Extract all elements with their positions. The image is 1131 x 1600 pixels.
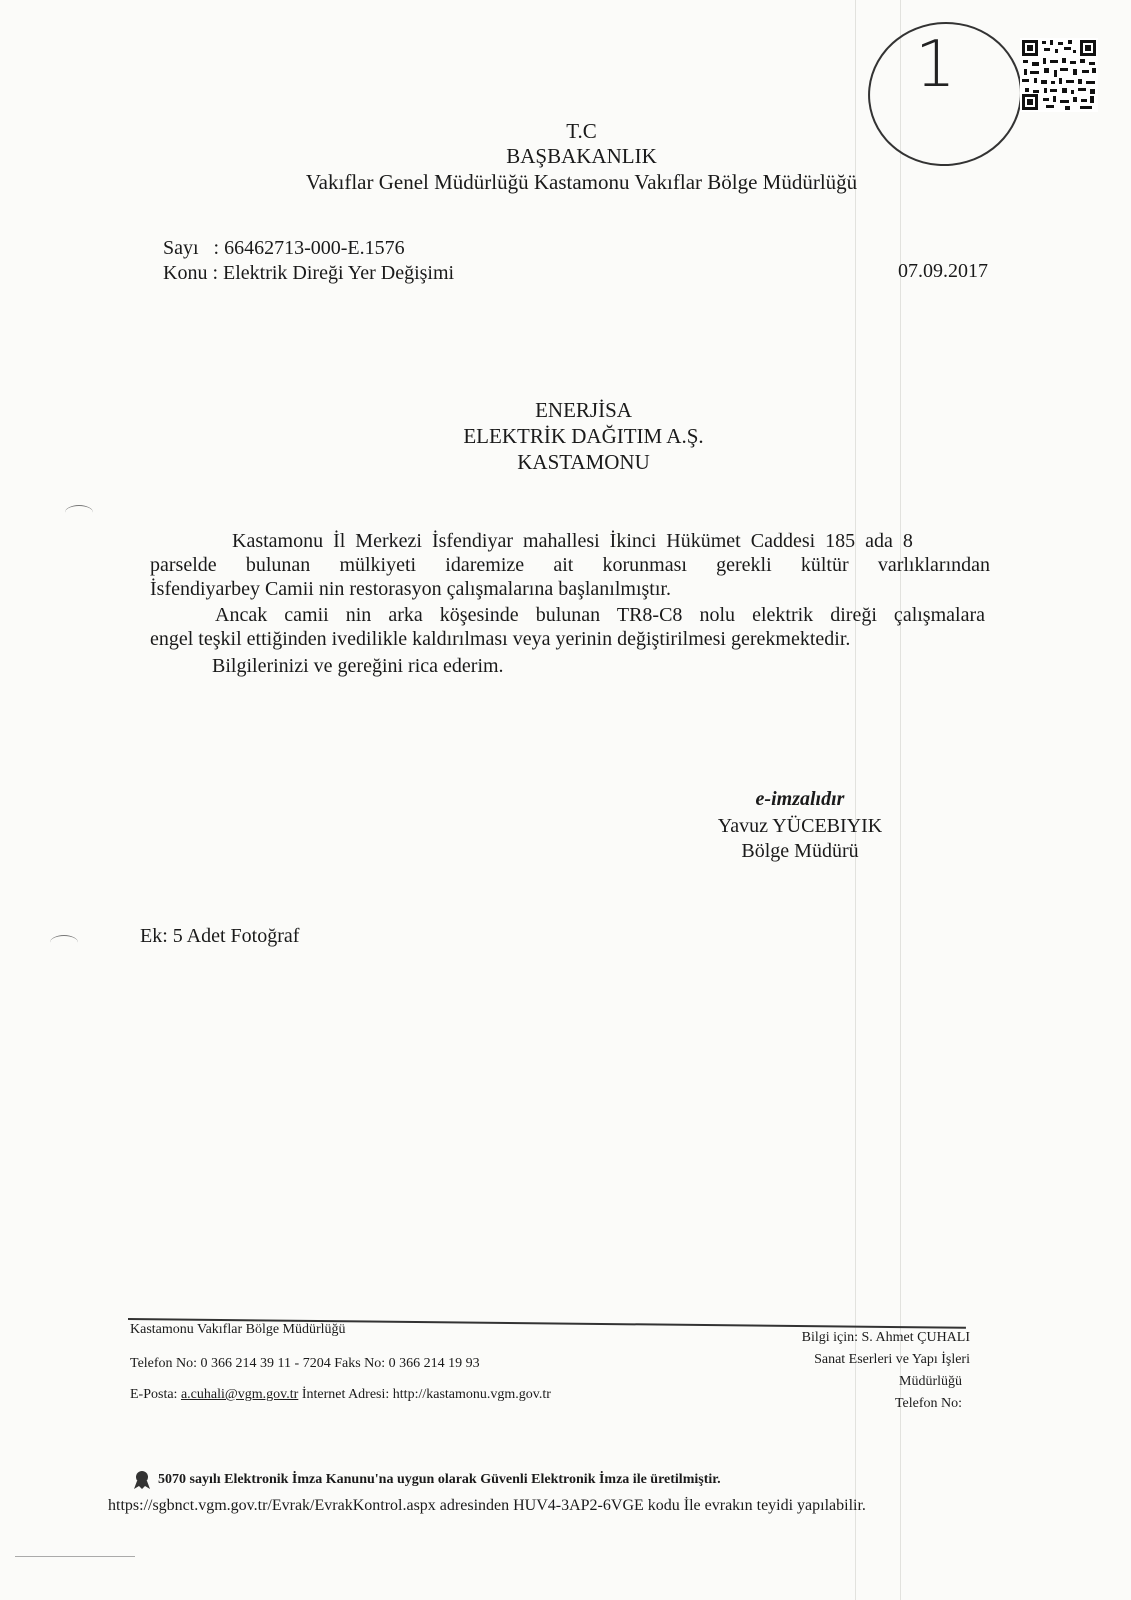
- body-paragraph-1-line-1: Kastamonu İl Merkezi İsfendiyar mahallesi İkinci Hükümet Caddesi 185 ada 8: [232, 530, 913, 552]
- footer-contact: [130, 1387, 551, 1403]
- footer-email-link[interactable]: a.cuhali@vgm.gov.tr: [180, 1387, 299, 1402]
- footer-email-label: E-Posta:: [130, 1387, 178, 1402]
- page-number-mark: 1: [915, 28, 956, 102]
- document-number: Sayı : 66462713-000-E.1576: [163, 237, 405, 259]
- body-paragraph-1-line-2: parselde bulunan mülkiyeti idaremize ait korunması gerekli kültür varlıklarından: [150, 554, 990, 576]
- body-paragraph-3: Bilgilerinizi ve gereğini rica ederim.: [212, 655, 504, 677]
- header-tc: T.C: [566, 119, 597, 143]
- footer-info-phone: Telefon No:: [894, 1396, 962, 1411]
- e-signature-note: e-imzalıdır: [755, 788, 845, 810]
- punch-hole-mark: [50, 935, 78, 950]
- footer-info-contact: Bilgi için: S. Ahmet ÇUHALI: [801, 1330, 970, 1345]
- attachment-note: Ek: 5 Adet Fotoğraf: [140, 925, 300, 947]
- esign-verification-url: https://sgbnct.vgm.gov.tr/Evrak/EvrakKontrol.aspx adresinden HUV4-3AP2-6VGE kodu İle evrakın teyidi yapılabilir.: [108, 1497, 866, 1514]
- header-institution: Vakıflar Genel Müdürlüğü Kastamonu Vakıflar Bölge Müdürlüğü: [305, 170, 858, 194]
- document-subject: Konu : Elektrik Direği Yer Değişimi: [163, 262, 455, 284]
- header-basbakanlik: BAŞBAKANLIK: [506, 144, 657, 168]
- body-paragraph-2-line-2: engel teşkil ettiğinden ivedilikle kaldırılması veya yerinin değiştirilmesi gerekmektedir.: [150, 628, 851, 650]
- recipient-company-full: ELEKTRİK DAĞITIM A.Ş.: [463, 424, 704, 448]
- recipient-city: KASTAMONU: [517, 450, 650, 474]
- body-paragraph-2-line-1: Ancak camii nin arka köşesinde bulunan TR8-C8 nolu elektrik direği çalışmalara: [215, 604, 985, 626]
- recipient-company: ENERJİSA: [535, 398, 632, 422]
- signatory-name: Yavuz YÜCEBIYIK: [717, 815, 883, 837]
- footer-phone: Telefon No: 0 366 214 39 11 - 7204 Faks No: 0 366 214 19 93: [130, 1356, 480, 1371]
- body-paragraph-1-line-3: İsfendiyarbey Camii nin restorasyon çalışmalarına başlanılmıştır.: [150, 578, 671, 600]
- footer-web: İnternet Adresi: http://kastamonu.vgm.gov.tr: [301, 1387, 551, 1402]
- footer-info-directorate: Müdürlüğü: [899, 1374, 962, 1389]
- signatory-title: Bölge Müdürü: [741, 840, 859, 862]
- bottom-edge-line: [15, 1556, 135, 1557]
- seal-icon: [132, 1470, 152, 1490]
- esign-law-notice: 5070 sayılı Elektronik İmza Kanunu'na uygun olarak Güvenli Elektronik İmza ile üretilmiştir.: [158, 1472, 721, 1487]
- footer-info-department: Sanat Eserleri ve Yapı İşleri: [814, 1352, 970, 1367]
- qr-code: [1020, 38, 1098, 112]
- footer-office: Kastamonu Vakıflar Bölge Müdürlüğü: [130, 1322, 346, 1337]
- document-date: 07.09.2017: [898, 260, 988, 282]
- punch-hole-mark: [65, 505, 93, 520]
